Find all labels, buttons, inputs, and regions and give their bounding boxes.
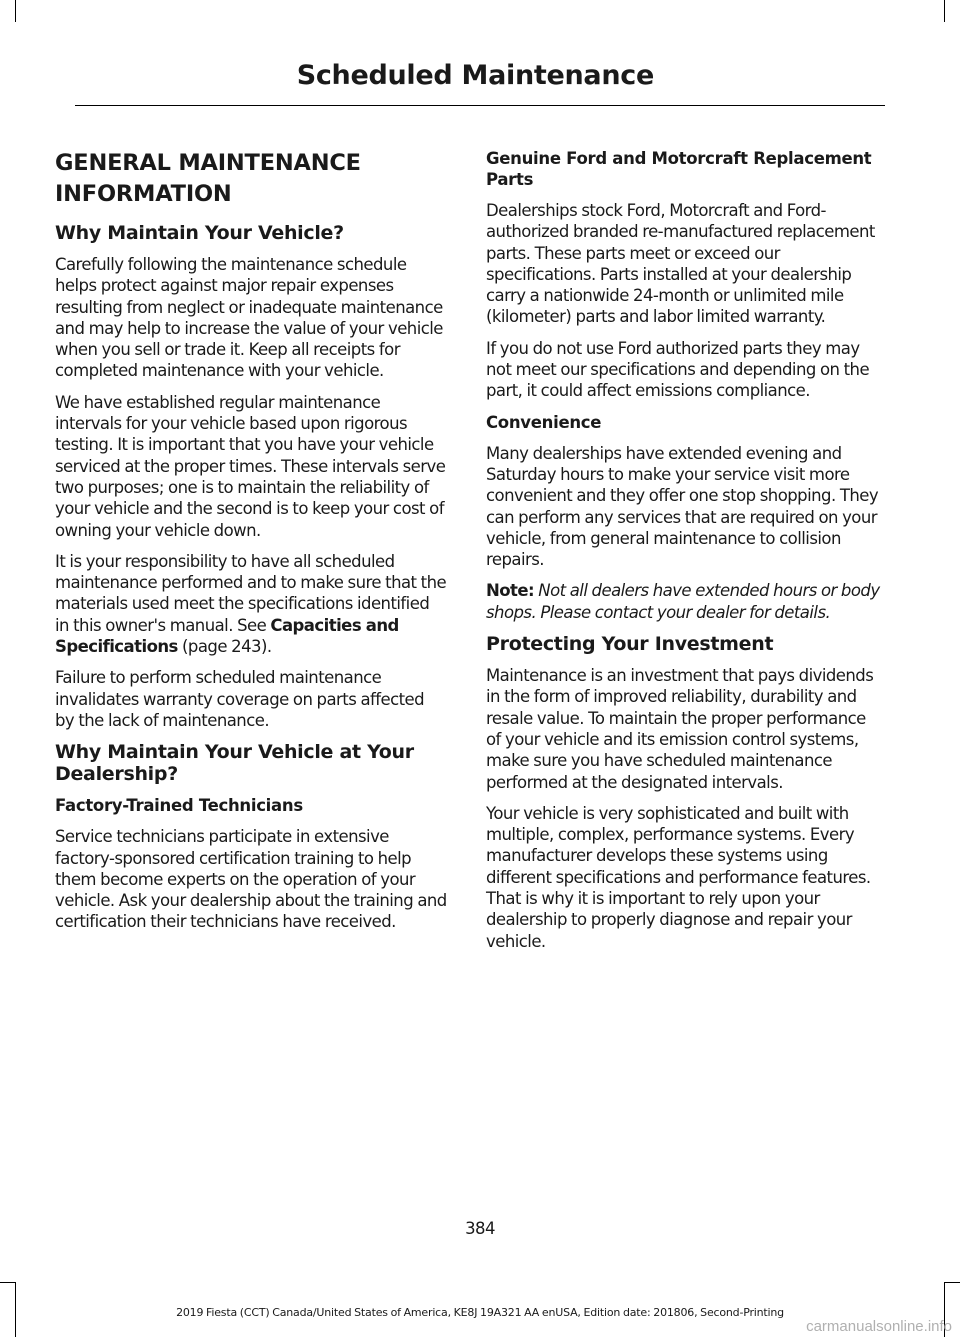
left-column: [55, 148, 447, 943]
page-reference: (page 243).: [177, 637, 272, 657]
section-title-line-2: INFORMATION: [55, 181, 232, 207]
responsibility-text: It is your responsibility to have all scheduled maintenance performed and to make sure that the materials used meet the specifications identified in this owner's manual. See: [55, 551, 447, 635]
watermark: carmanualsonline.info: [806, 1318, 952, 1335]
heading-factory-technicians: Factory-Trained Technicians: [55, 796, 303, 816]
heading-protecting-investment: Protecting Your Investment: [486, 633, 774, 656]
right-column: [486, 148, 880, 962]
section-title: [55, 148, 447, 210]
paragraph-parts-stock: Dealerships stock Ford, Motorcraft and Ford-authorized branded re-manufactured replacement parts. These parts meet or exceed our specifications. Parts installed at your dealership carry a nationwide 24-month or unlimited mile (kilometer) parts and labor limited warranty.: [486, 201, 875, 327]
edition-footer: 2019 Fiesta (CCT) Canada/United States of America, KE8J 19A321 AA enUSA, Edition date: 201806, Second-Printing: [176, 1306, 784, 1319]
paragraph-responsibility: [55, 551, 447, 657]
note-text: Not all dealers have extended hours or body shops. Please contact your dealer for details.: [486, 581, 880, 622]
paragraph-sophisticated-vehicle: Your vehicle is very sophisticated and built with multiple, complex, performance systems. Every manufacturer develops these systems using different specifications and performance features. That is why it is important to rely upon your dealership to properly diagnose and repair your vehicle.: [486, 803, 871, 951]
note-label: Note:: [486, 581, 535, 601]
heading-why-maintain: Why Maintain Your Vehicle?: [55, 222, 344, 244]
heading-genuine-parts: Genuine Ford and Motorcraft Replacement Parts: [486, 149, 872, 189]
page-number: 384: [465, 1219, 495, 1238]
paragraph-investment: Maintenance is an investment that pays dividends in the form of improved reliability, durability and resale value. To maintain the proper performance of your vehicle and its emission control systems, make sure you have scheduled maintenance performed at the designated intervals.: [486, 666, 874, 792]
page-header-title: Scheduled Maintenance: [296, 60, 654, 91]
paragraph-authorized-parts: If you do not use Ford authorized parts they may not meet our specifications and depending on the part, it could affect emissions compliance.: [486, 338, 870, 401]
paragraph-maintenance-intervals: We have established regular maintenance intervals for your vehicle based upon rigorous testing. It is important that you have your vehicle serviced at the proper times. These intervals serve two purposes; one is to maintain the reliability of your vehicle and the second is to keep your cost of owning your vehicle down.: [55, 392, 446, 540]
heading-convenience: Convenience: [486, 412, 602, 432]
paragraph-maintenance-schedule: Carefully following the maintenance schedule helps protect against major repair expenses resulting from neglect or inadequate maintenance and may help to increase the value of your vehicle when you sell or trade it. Keep all receipts for completed maintenance with your vehicle.: [55, 255, 443, 381]
note: [486, 580, 880, 623]
heading-why-dealership: Why Maintain Your Vehicle at Your Dealership?: [55, 741, 414, 786]
crop-mark-top-right: [944, 0, 945, 22]
paragraph-warranty-failure: Failure to perform scheduled maintenance invalidates warranty coverage on parts affected by the lack of maintenance.: [55, 668, 425, 730]
paragraph-technicians: Service technicians participate in extensive factory-sponsored certification training to help them become experts on the operation of your vehicle. Ask your dealership about the training and certification their technicians have received.: [55, 827, 447, 932]
capacities-specifications-link[interactable]: Capacities and Specifications: [55, 615, 399, 657]
crop-mark-top-left: [15, 0, 16, 22]
crop-mark-bottom-left-h: [0, 1282, 16, 1283]
crop-mark-bottom-right-h: [944, 1282, 960, 1283]
header-rule: [75, 105, 885, 106]
paragraph-convenience: Many dealerships have extended evening and Saturday hours to make your service visit more convenient and they offer one stop shopping. They can perform any services that are required on your vehicle, from general maintenance to collision repairs.: [486, 443, 879, 570]
section-title-line-1: GENERAL MAINTENANCE: [55, 150, 361, 176]
